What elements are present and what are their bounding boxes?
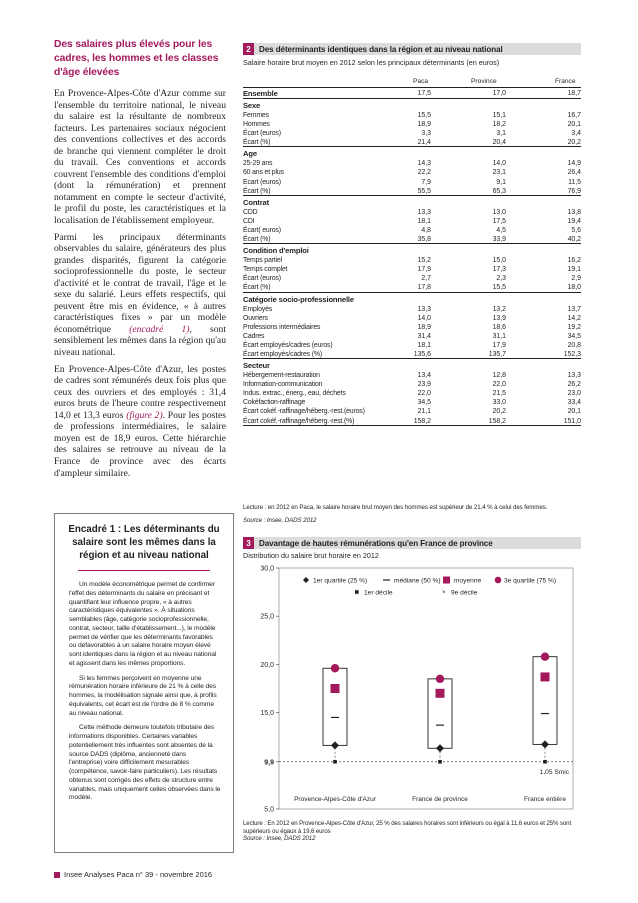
row-label: Hommes <box>243 121 270 129</box>
paragraph-text: . Pour les postes de professions intermédiaires, le salaire moyen est de 18,9 euros. Cette hiérarchie des salaires se retrouve au niveau de la France de province avec des écarts d'ampleur similaire. <box>54 409 227 479</box>
cell-value: 65,3 <box>492 187 506 195</box>
figure2-number: 2 <box>243 43 254 55</box>
cell-value: 2,7 <box>421 275 431 283</box>
cell-value: 14,0 <box>417 314 431 322</box>
figure3-number: 3 <box>243 537 254 549</box>
cell-value: 31,1 <box>492 332 506 340</box>
cell-value: 22,0 <box>492 381 506 389</box>
cell-value: 18,7 <box>567 90 581 97</box>
article-body <box>54 88 226 479</box>
table-row <box>243 350 581 359</box>
cell-value: 23,1 <box>492 169 506 177</box>
legend-q1-label: 1er quartile (25 %) <box>313 577 368 585</box>
table-row <box>243 178 581 187</box>
figure3-header <box>243 537 581 549</box>
table-row <box>243 129 581 138</box>
row-label: Écart employés/cadres (%) <box>243 350 322 358</box>
cell-value: 22,2 <box>417 169 431 177</box>
cell-value: 13,8 <box>567 208 581 216</box>
cell-value: 16,7 <box>567 112 581 119</box>
cell-value: 3,4 <box>571 130 581 138</box>
row-label: Indus. extrac., énerg., eau, déchets <box>243 390 346 398</box>
table-row <box>243 168 581 177</box>
cell-value: 11,5 <box>568 178 581 186</box>
table-sections <box>243 99 581 426</box>
table-header <box>243 78 581 88</box>
cell-value: 20,1 <box>567 408 581 416</box>
table-row <box>243 305 581 314</box>
cell-value: 20,4 <box>492 139 506 147</box>
category-label: Provence-Alpes-Côte d'Azur <box>294 796 376 803</box>
cell-value: 18,1 <box>417 341 431 349</box>
mean-mark <box>436 689 445 698</box>
figure2-title: Des déterminants identiques dans la région et au niveau national <box>259 44 503 54</box>
figure3-lecture: Lecture : En 2012 en Provence-Alpes-Côte d'Azur, 25 % des salaires horaires sont inférieurs ou égal à 11,6 euros et 25% sont supérieurs ou égaux à 19,6 euros <box>243 820 572 835</box>
figure2-source-text: Source : Insee, DADS 2012 <box>243 517 317 524</box>
y-tick-label: 9,9 <box>264 759 274 767</box>
cell-value: 4,5 <box>496 226 506 234</box>
cell-value: 23,0 <box>567 390 581 398</box>
row-label: CDI <box>243 217 255 225</box>
table-row <box>243 208 581 217</box>
article-headline: Des salaires plus élevés pour les cadres, les hommes et les classes d'âge élevées <box>54 39 219 78</box>
legend-median-label: médiane (50 %) <box>394 577 441 585</box>
cell-value: 20,8 <box>567 341 581 349</box>
cell-value: 7,9 <box>421 178 431 186</box>
salary-distribution-chart <box>243 560 581 818</box>
cell-value: 20,1 <box>567 121 581 129</box>
legend-q3-symbol <box>495 577 502 584</box>
table-row <box>243 187 581 196</box>
legend-d9-symbol: × <box>442 590 446 596</box>
y-tick-label: 25,0 <box>260 613 274 621</box>
cell-value: 21,4 <box>417 139 431 147</box>
cell-value: 13,3 <box>567 372 581 380</box>
q3-mark <box>541 652 549 660</box>
y-tick-label: 15,0 <box>260 710 274 718</box>
column-header-province: Province <box>471 78 497 85</box>
footer-square-icon <box>54 872 60 878</box>
cell-value: 17,0 <box>492 90 506 97</box>
cell-value: 15,2 <box>417 257 431 265</box>
row-label: Information-communication <box>243 381 323 389</box>
cell-value: 20,2 <box>492 408 506 416</box>
table-row <box>243 217 581 226</box>
cell-value: 33,9 <box>492 236 506 244</box>
paragraph: En Provence-Alpes-Côte d'Azur comme sur l'ensemble du territoire national, le niveau du salaire est la résultante de nombreux facteurs. Les partenaires sociaux négocient des conventions collectives et des accords de branche qui viennent compléter le droit du travail. Ces conventions et accords couvrent l'ensemble des conditions d'emploi (dont la rémunération) et prennent notamment en compte le secteur d'activité, le profil du poste, les caractéristiques et la localisation de l'établissement employeur. <box>54 88 226 227</box>
section-label: Sexe <box>243 101 261 110</box>
table-row <box>243 159 581 168</box>
cell-value: 14,3 <box>417 160 431 168</box>
smic-label: 1,05 Smic <box>539 768 569 776</box>
section-label: Age <box>243 149 257 159</box>
cell-value: 13,3 <box>417 208 431 216</box>
table-row <box>243 398 581 407</box>
cell-value: 76,9 <box>567 187 581 195</box>
row-label: Écart employés/cadres (euros) <box>243 341 333 349</box>
table-row <box>243 138 581 147</box>
cell-value: 18,0 <box>567 284 581 292</box>
table-row <box>243 314 581 323</box>
cell-value: 2,9 <box>571 275 581 283</box>
cell-value: 35,8 <box>417 236 431 244</box>
encadre-title: Encadré 1 : Les déterminants du salaire sont les mêmes dans la région et au niveau national <box>68 524 220 561</box>
table-row <box>243 341 581 350</box>
page-footer <box>54 870 212 879</box>
table-row <box>243 417 581 426</box>
encadre-body <box>69 581 221 803</box>
row-label: 60 ans et plus <box>243 169 284 177</box>
row-label: Cokéfaction-raffinage <box>243 399 306 407</box>
row-label: Temps complet <box>243 266 288 274</box>
row-label: Écart (euros) <box>243 275 281 283</box>
cell-value: 17,5 <box>417 90 431 97</box>
cell-value: 14,9 <box>567 160 581 168</box>
cell-value: 33,0 <box>492 399 506 407</box>
d1-mark <box>333 760 337 764</box>
table-row <box>243 235 581 244</box>
cell-value: 18,2 <box>492 121 506 129</box>
divider <box>78 570 210 571</box>
cell-value: 13,4 <box>417 372 431 380</box>
d1-mark <box>438 760 442 764</box>
cell-value: 19,4 <box>567 217 581 225</box>
row-label: Employés <box>243 305 273 313</box>
table-section-title <box>243 293 581 305</box>
row-label: CDD <box>243 208 258 216</box>
table-section-title <box>243 359 581 371</box>
cell-value: 14,2 <box>567 314 581 322</box>
q3-mark <box>436 675 444 683</box>
box <box>533 657 557 745</box>
row-label: Professions intermédiaires <box>243 323 321 331</box>
cell-value: 26,2 <box>567 381 581 389</box>
encadre-link[interactable]: (encadré 1) <box>129 323 190 335</box>
table-section-title <box>243 244 581 256</box>
y-tick-label: 30,0 <box>260 565 274 573</box>
row-label: Écart( euros) <box>243 226 281 234</box>
cell-value: 17,3 <box>492 266 506 274</box>
cell-value: 13,2 <box>492 305 506 313</box>
cell-value: 17,9 <box>492 341 506 349</box>
cell-value: 15,1 <box>492 112 506 119</box>
mean-mark <box>331 684 340 693</box>
cell-value: 151,0 <box>563 417 581 425</box>
legend-mean-label: moyenne <box>454 577 482 585</box>
cell-value: 18,1 <box>417 217 431 225</box>
cell-value: 19,1 <box>567 266 581 274</box>
cell-value: 33,4 <box>567 399 581 407</box>
cell-value: 34,5 <box>417 399 431 407</box>
paragraph-text: , sont sensiblement les mêmes dans la région qu'au niveau national. <box>54 323 227 359</box>
row-label: Ecart (euros) <box>243 178 281 186</box>
cell-value: 26,4 <box>567 169 581 177</box>
table-row <box>243 256 581 265</box>
d1-mark <box>543 760 547 764</box>
paragraph: Si les femmes perçoivent en moyenne une rémunération horaire inférieure de 21 % à celle des hommes, la modélisation signale ainsi que, à profils équivalents, cet écart est de l'ordre de 8 % comme au niveau national. <box>69 674 217 717</box>
section-label: Catégorie socio-professionnelle <box>243 294 354 304</box>
row-label: Femmes <box>243 112 269 119</box>
cell-value: 135,6 <box>413 350 431 358</box>
figure2-subtitle: Salaire horaire brut moyen en 2012 selon les principaux déterminants (en euros) <box>243 58 500 67</box>
table-row <box>243 226 581 235</box>
section-label: Contrat <box>243 197 269 207</box>
cell-value: 17,9 <box>417 266 431 274</box>
cell-value: 18,6 <box>492 323 506 331</box>
cell-value: 13,0 <box>492 208 506 216</box>
row-label: Écart cokéf.-raffinage/héberg.-rest.(%) <box>243 417 355 425</box>
row-label: Écart (%) <box>243 187 271 195</box>
paragraph-text: En Provence-Alpes-Côte d'Azur, les postes de cadres sont rémunérés deux fois plus que ceux des ouvriers et des employés : 31,4 euros bruts de l'heure contre respectivement 14,0 et 13,3 euros <box>54 363 226 421</box>
cell-value: 18,9 <box>417 121 431 129</box>
row-label: Ouvriers <box>243 314 268 322</box>
table-row <box>243 283 581 292</box>
cell-value: 9,1 <box>496 178 506 186</box>
section-label: Condition d'emploi <box>243 246 309 256</box>
cell-value: 23,9 <box>417 381 431 389</box>
table-row <box>243 389 581 398</box>
y-tick-label: 5,0 <box>264 806 274 814</box>
table-row-ensemble <box>243 88 581 99</box>
figure3-notes <box>243 820 588 843</box>
cell-value: 2,3 <box>496 275 506 283</box>
table-row <box>243 120 581 129</box>
footer-text: Insee Analyses Paca n° 39 - novembre 2016 <box>64 870 213 879</box>
paragraph: Cette méthode demeure toutefois tributaire des informations disponibles. Certaines variables potentiellement très influentes sont absentes de la source DADS (diplôme, ancienneté dans l'entreprise) voire difficilement mesurables (compétence, savoir-faire particuliers). Les résultats obtenus sont corrigés des effets de structure entre variables, mais uniquement celles observées dans le modèle. <box>69 724 221 802</box>
q3-mark <box>331 664 339 672</box>
category-label: France de province <box>412 796 468 803</box>
paragraph: Un modèle économétrique permet de confirmer l'effet des déterminants du salaire en précisant et quantifiant leur influence propre, « à autres caractéristiques équivalentes ». À situations semblables (âge, catégorie socioprofessionnelle, contrat, secteur, taille d'établissement...), le modèle permet de vérifier que les déterminants favorables ou défavorables à un salaire horaire moyen élevé sont identiques dans la région et au niveau national et agissent dans les mêmes proportions. <box>69 581 217 667</box>
row-label: 25-29 ans <box>243 160 273 168</box>
table-section-title <box>243 147 581 159</box>
paragraph-text: Parmi les principaux déterminants observables du salaire, générateurs des plus grandes disparités, figurent la catégorie socioprofessionnelle du poste, le secteur d'activité et le contrat de travail, l'âge et le sexe du salarié. Leurs effets respectifs, qui peuvent être mis en évidence, « à autres caractéristiques fixes » par un modèle économétrique <box>54 231 226 335</box>
cell-value: 55,5 <box>417 187 431 195</box>
legend-d1-symbol <box>355 590 359 594</box>
cell-value: 152,3 <box>563 350 581 358</box>
cell-value: 22,0 <box>417 390 431 398</box>
legend-q1-symbol <box>303 577 309 583</box>
cell-value: 17,5 <box>492 217 506 225</box>
y-tick-label: 20,0 <box>260 661 274 669</box>
table-row <box>243 380 581 389</box>
column-header-france: France <box>555 78 576 85</box>
category-label: France entière <box>524 796 566 803</box>
row-label: Hébergement-restauration <box>243 372 320 380</box>
table-row <box>243 323 581 332</box>
figure2-header <box>243 43 581 55</box>
figure-link[interactable]: (figure 2) <box>126 409 163 421</box>
cell-value: 15,0 <box>492 257 506 265</box>
figure3-title: Davantage de hautes rémunérations qu'en France de province <box>259 538 493 548</box>
cell-value: 19,2 <box>567 323 581 331</box>
section-label: Secteur <box>243 361 270 371</box>
cell-value: 13,9 <box>492 314 506 322</box>
cell-value: 21,1 <box>417 408 431 416</box>
cell-value: 34,5 <box>567 332 581 340</box>
figure2-source <box>243 517 317 524</box>
table-row <box>243 111 581 120</box>
table-row <box>243 407 581 416</box>
table-row <box>243 371 581 380</box>
cell-value: 13,3 <box>417 305 431 313</box>
table-section-title <box>243 99 581 111</box>
row-label: Cadres <box>243 332 265 340</box>
table-row <box>243 265 581 274</box>
legend-d1-label: 1er décile <box>364 589 393 597</box>
table-section-title <box>243 196 581 208</box>
legend-mean-symbol <box>443 577 450 584</box>
table-row <box>243 274 581 283</box>
cell-value: 3,3 <box>421 130 431 138</box>
cell-value: 5,6 <box>571 226 581 234</box>
legend-q3-label: 3e quartile (75 %) <box>504 577 557 585</box>
row-label: Écart (%) <box>243 236 271 244</box>
paragraph <box>54 364 226 479</box>
cell-value: 18,9 <box>417 323 431 331</box>
figure2-lecture: Lecture : en 2012 en Paca, le salaire horaire brut moyen des hommes est supérieur de 21,4 % à celui des femmes. <box>243 504 548 511</box>
article-column <box>54 38 226 484</box>
cell-value: 3,1 <box>496 130 506 138</box>
cell-value: 31,4 <box>417 332 431 340</box>
row-label: Écart (%) <box>243 139 271 147</box>
cell-value: 14,0 <box>492 160 506 168</box>
cell-value: 15,5 <box>417 112 431 119</box>
cell-value: 12,8 <box>492 372 506 380</box>
table-row <box>243 332 581 341</box>
cell-value: 20,2 <box>567 139 581 147</box>
row-label: Ensemble <box>243 89 278 98</box>
figure3-source: Source : Insee, DADS 2012 <box>243 835 316 843</box>
cell-value: 135,7 <box>488 350 506 358</box>
cell-value: 158,2 <box>413 417 431 425</box>
encadre-box <box>54 513 234 853</box>
row-label: Temps partiel <box>243 257 283 265</box>
row-label: Écart (%) <box>243 284 271 292</box>
cell-value: 40,2 <box>567 236 581 244</box>
cell-value: 16,2 <box>567 257 581 265</box>
mean-mark <box>541 672 550 681</box>
row-label: Écart cokéf.-raffinage/héberg.-rest.(euros) <box>243 408 365 416</box>
cell-value: 21,5 <box>492 390 506 398</box>
cell-value: 4,8 <box>421 226 431 234</box>
cell-value: 17,8 <box>417 284 431 292</box>
cell-value: 13,7 <box>567 305 581 313</box>
legend-d9-label: 9e décile <box>451 589 478 597</box>
determinants-table <box>243 78 581 426</box>
paragraph <box>54 232 226 359</box>
column-header-paca: Paca <box>413 78 429 85</box>
cell-value: 158,2 <box>488 417 506 425</box>
box <box>323 668 347 745</box>
row-label: Écart (euros) <box>243 130 281 138</box>
figure3-subtitle: Distribution du salaire brut horaire en 2012 <box>243 551 379 560</box>
cell-value: 15,5 <box>492 284 506 292</box>
